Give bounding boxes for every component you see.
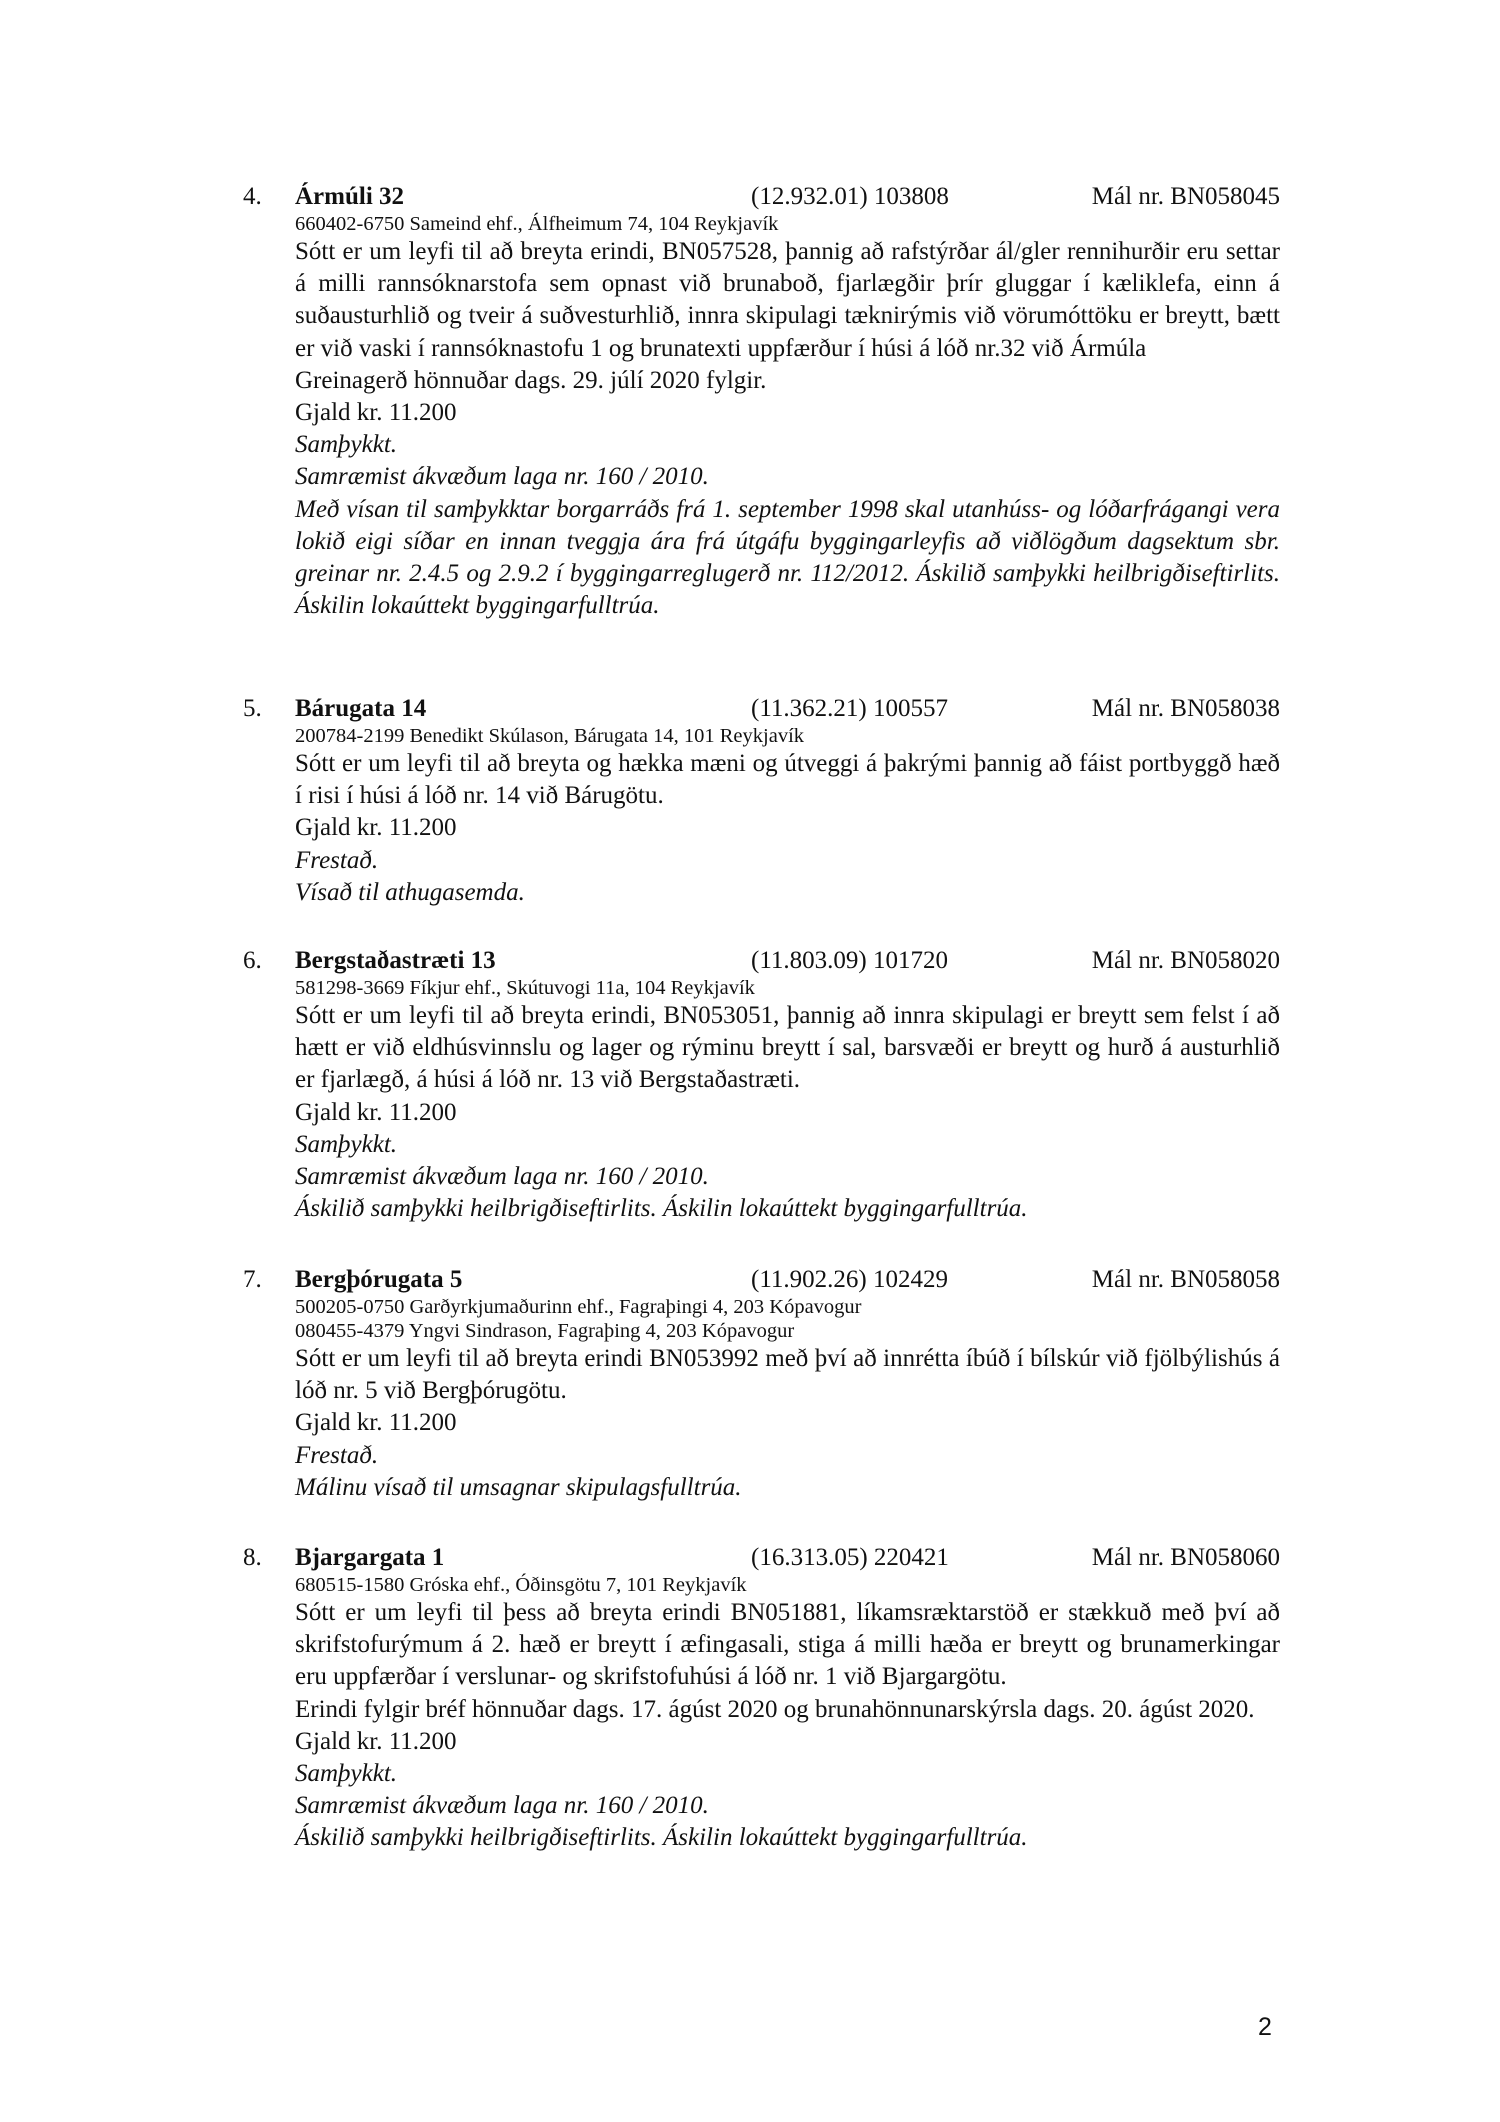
case-extra-line: Greinagerð hönnuðar dags. 29. júlí 2020 fylgir.	[295, 366, 767, 394]
case-header	[243, 182, 1280, 212]
case-decision: Samþykkt.	[295, 431, 398, 459]
case-fee: Gjald kr. 11.200	[295, 1727, 457, 1755]
page-number: 2	[1258, 2013, 1272, 2041]
land-number: (11.803.09) 101720	[751, 947, 948, 974]
case-address: Ármúli 32	[295, 183, 405, 210]
case-decision: Frestað.	[295, 846, 379, 874]
case-note: Samræmist ákvæðum laga nr. 160 / 2010.	[295, 1792, 709, 1820]
case-extra-line: Erindi fylgir bréf hönnuðar dags. 17. ágúst 2020 og brunahönnunarskýrsla dags. 20. ágúst 2020.	[295, 1695, 1255, 1723]
case-entry	[243, 1543, 1280, 1855]
case-file-number: Mál nr. BN058038	[1091, 695, 1280, 722]
case-number: 5.	[243, 695, 262, 722]
case-number: 8.	[243, 1544, 262, 1571]
case-header	[243, 1265, 1280, 1295]
applicant: 200784-2199 Benedikt Skúlason, Bárugata 14, 101 Reykjavík	[295, 725, 805, 747]
case-header	[243, 946, 1280, 976]
case-fee: Gjald kr. 11.200	[295, 1409, 457, 1437]
case-note: Vísað til athugasemda.	[295, 878, 525, 906]
case-file-number: Mál nr. BN058045	[1091, 183, 1280, 210]
case-file-number: Mál nr. BN058020	[1091, 947, 1280, 974]
applicant: 080455-4379 Yngvi Sindrason, Fagraþing 4, 203 Kópavogur	[295, 1320, 795, 1342]
case-description: Sótt er um leyfi til þess að breyta erindi BN051881, líkamsræktarstöð er stækkuð með því að skrifstofurýmum á 2. hæð er breytt í æfingasali, stiga á milli hæða er breytt og brunamerkingar eru uppfærðar í verslunar- og skrifstofuhúsi á lóð nr. 1 við Bjargargötu.	[295, 1599, 1280, 1691]
case-description: Sótt er um leyfi til að breyta erindi, BN053051, þannig að innra skipulagi er breytt sem felst í að hætt er við eldhúsvinnslu og lager og rýminu breytt í sal, barsvæði er breytt og hurð á austurhlið er fjarlægð, á húsi á lóð nr. 13 við Bergstaðastræti.	[295, 1002, 1280, 1094]
land-number: (16.313.05) 220421	[751, 1544, 949, 1571]
case-address: Bergþórugata 5	[295, 1266, 463, 1293]
case-note: Áskilið samþykki heilbrigðiseftirlits. Áskilin lokaúttekt byggingarfulltrúa.	[295, 1195, 1028, 1223]
case-note: Áskilið samþykki heilbrigðiseftirlits. Áskilin lokaúttekt byggingarfulltrúa.	[295, 1824, 1028, 1852]
case-address: Bárugata 14	[295, 695, 427, 722]
case-decision: Samþykkt.	[295, 1130, 398, 1158]
land-number: (11.902.26) 102429	[751, 1266, 948, 1293]
case-entry	[243, 946, 1280, 1225]
case-header	[243, 1543, 1280, 1573]
case-number: 4.	[243, 183, 262, 210]
case-note: Samræmist ákvæðum laga nr. 160 / 2010.	[295, 1163, 709, 1191]
applicant: 680515-1580 Gróska ehf., Óðinsgötu 7, 101 Reykjavík	[295, 1574, 747, 1596]
case-number: 6.	[243, 947, 262, 974]
case-fee: Gjald kr. 11.200	[295, 1098, 457, 1126]
case-entry	[243, 694, 1280, 909]
applicant: 500205-0750 Garðyrkjumaðurinn ehf., Fagraþingi 4, 203 Kópavogur	[295, 1296, 862, 1318]
case-description: Sótt er um leyfi til að breyta erindi, BN057528, þannig að rafstýrðar ál/gler rennihurðir eru settar á milli rannsóknarstofa sem opnast við brunaboð, fjarlægðir þrír gluggar í kæliklefa, einn á suðausturhlið og tveir á suðvesturhlið, innra skipulagi tæknirýmis við vörumóttöku er breytt, bætt er við vaski í rannsóknastofu 1 og brunatexti uppfærður í húsi á lóð nr.32 við Ármúla	[295, 238, 1280, 362]
land-number: (11.362.21) 100557	[751, 695, 948, 722]
case-number: 7.	[243, 1266, 262, 1293]
case-address: Bergstaðastræti 13	[295, 947, 496, 974]
case-decision: Frestað.	[295, 1441, 379, 1469]
applicant: 660402-6750 Sameind ehf., Álfheimum 74, 104 Reykjavík	[295, 213, 779, 235]
case-entry	[243, 1265, 1280, 1504]
case-note: Með vísan til samþykktar borgarráðs frá 1. september 1998 skal utanhúss- og lóðarfrágangi vera lokið eigi síðar en innan tveggja ára frá útgáfu byggingarleyfis að viðlögðum dagsektum sbr. greinar nr. 2.4.5 og 2.9.2 í byggingarreglugerð nr. 112/2012. Áskilið samþykki heilbrigðiseftirlits. Áskilin lokaúttekt byggingarfulltrúa.	[295, 495, 1280, 620]
case-address: Bjargargata 1	[295, 1544, 445, 1571]
case-body	[295, 724, 1280, 909]
case-header	[243, 694, 1280, 724]
case-body	[295, 212, 1280, 622]
case-body	[295, 1573, 1280, 1855]
case-body	[295, 976, 1280, 1225]
case-fee: Gjald kr. 11.200	[295, 814, 457, 842]
case-description: Sótt er um leyfi til að breyta erindi BN053992 með því að innrétta íbúð í bílskúr við fjölbýlishús á lóð nr. 5 við Bergþórugötu.	[295, 1345, 1280, 1405]
case-entry	[243, 182, 1280, 622]
case-decision: Samþykkt.	[295, 1760, 398, 1788]
case-fee: Gjald kr. 11.200	[295, 399, 457, 427]
case-body	[295, 1295, 1280, 1504]
case-note: Málinu vísað til umsagnar skipulagsfulltrúa.	[295, 1473, 742, 1501]
case-file-number: Mál nr. BN058058	[1091, 1266, 1280, 1293]
case-description: Sótt er um leyfi til að breyta og hækka mæni og útveggi á þakrými þannig að fáist portbyggð hæð í risi í húsi á lóð nr. 14 við Bárugötu.	[295, 750, 1280, 810]
land-number: (12.932.01) 103808	[751, 183, 949, 210]
applicant: 581298-3669 Fíkjur ehf., Skútuvogi 11a, 104 Reykjavík	[295, 977, 755, 999]
case-note: Samræmist ákvæðum laga nr. 160 / 2010.	[295, 463, 709, 491]
case-file-number: Mál nr. BN058060	[1091, 1544, 1280, 1571]
